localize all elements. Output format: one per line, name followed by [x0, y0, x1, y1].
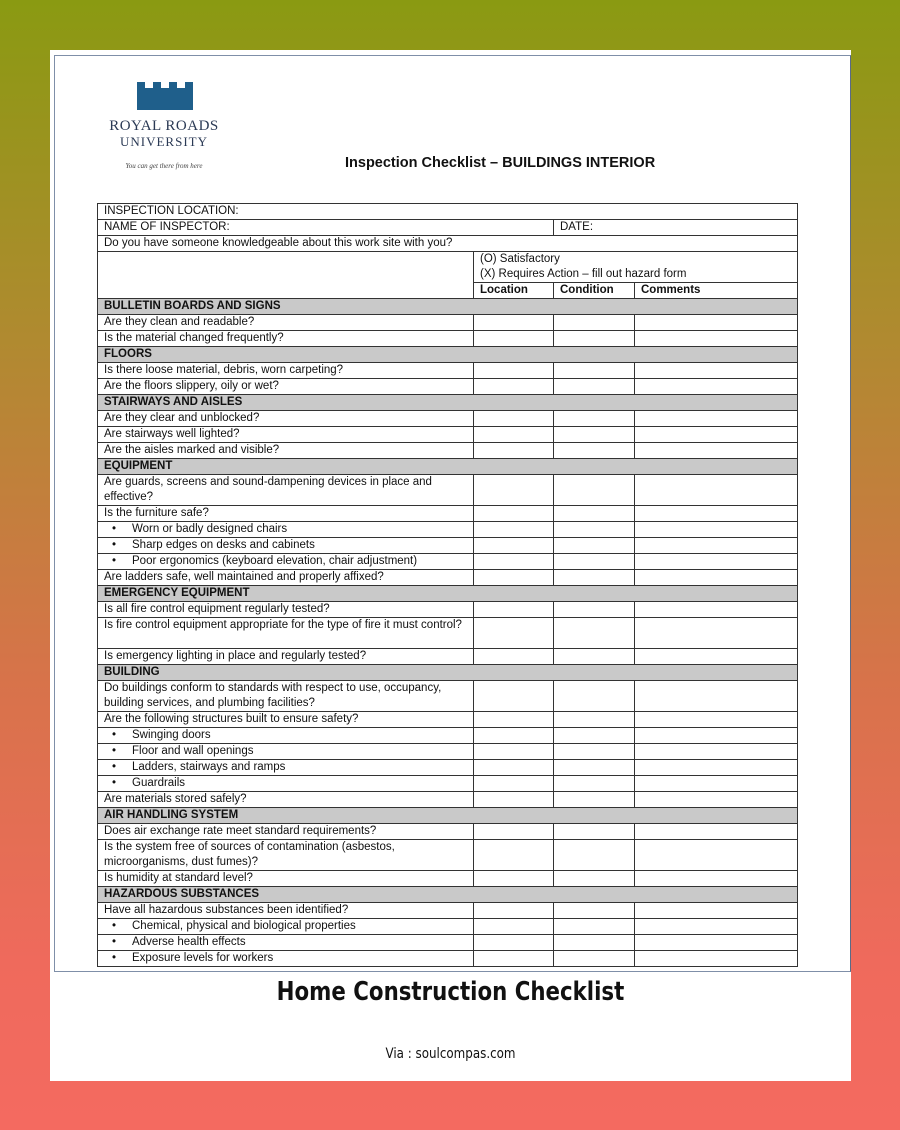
location-cell[interactable] — [474, 728, 554, 744]
checklist-item-row — [98, 919, 798, 935]
castle-icon — [137, 82, 193, 110]
question-text: Is all fire control equipment regularly tested? — [104, 603, 330, 615]
section-title: FLOORS — [98, 347, 798, 363]
location-cell[interactable] — [474, 315, 554, 331]
legend-satisfactory: (O) Satisfactory — [474, 252, 798, 268]
comments-cell[interactable] — [635, 411, 798, 427]
section-header-row — [98, 459, 798, 475]
section-header-row — [98, 665, 798, 681]
checklist-item-row — [98, 443, 798, 459]
checklist-question — [98, 951, 474, 967]
location-cell[interactable] — [474, 919, 554, 935]
checklist-question — [98, 379, 474, 395]
legend-blank-cell — [98, 252, 474, 299]
checklist-question — [98, 475, 474, 506]
checklist-question — [98, 538, 474, 554]
question-text: Ladders, stairways and ramps — [132, 761, 286, 773]
checklist-item-row — [98, 744, 798, 760]
question-text: Do buildings conform to standards with respect to use, occupancy, building services, and plumbing facilities? — [104, 682, 442, 709]
checklist-item-row — [98, 538, 798, 554]
condition-cell[interactable] — [554, 538, 635, 554]
condition-cell[interactable] — [554, 919, 635, 935]
location-cell[interactable] — [474, 792, 554, 808]
question-text: Is humidity at standard level? — [104, 872, 253, 884]
bullet-icon: • — [112, 777, 117, 789]
comments-cell[interactable] — [635, 570, 798, 586]
checklist-question — [98, 760, 474, 776]
location-cell[interactable] — [474, 776, 554, 792]
checklist-question — [98, 411, 474, 427]
checklist-question — [98, 776, 474, 792]
checklist-item-row — [98, 427, 798, 443]
section-title: BULLETIN BOARDS AND SIGNS — [98, 299, 798, 315]
condition-cell[interactable] — [554, 602, 635, 618]
comments-cell[interactable] — [635, 379, 798, 395]
checklist-item-row — [98, 570, 798, 586]
checklist-question — [98, 824, 474, 840]
condition-cell[interactable] — [554, 903, 635, 919]
question-text: Chemical, physical and biological properties — [132, 920, 356, 932]
comments-cell[interactable] — [635, 649, 798, 665]
legend-requires-action: (X) Requires Action – fill out hazard form — [474, 267, 798, 283]
inspector-row — [98, 220, 798, 236]
comments-cell[interactable] — [635, 554, 798, 570]
bullet-icon: • — [112, 936, 117, 948]
comments-cell[interactable] — [635, 315, 798, 331]
comments-cell[interactable] — [635, 443, 798, 459]
legend-row — [98, 252, 798, 268]
bullet-icon: • — [112, 523, 117, 535]
checklist-document — [54, 55, 851, 972]
question-text: Floor and wall openings — [132, 745, 254, 757]
caption-title: Home Construction Checklist — [276, 977, 625, 1007]
comments-cell[interactable] — [635, 824, 798, 840]
knowledgeable-question: Do you have someone knowledgeable about this work site with you? — [98, 236, 798, 252]
location-cell[interactable] — [474, 712, 554, 728]
condition-cell[interactable] — [554, 951, 635, 967]
question-text: Swinging doors — [132, 729, 211, 741]
location-cell[interactable] — [474, 475, 554, 506]
comments-cell[interactable] — [635, 538, 798, 554]
checklist-question — [98, 522, 474, 538]
logo-line-1: ROYAL ROADS — [109, 118, 219, 134]
location-cell[interactable] — [474, 744, 554, 760]
comments-cell[interactable] — [635, 935, 798, 951]
location-cell[interactable] — [474, 411, 554, 427]
location-cell[interactable] — [474, 554, 554, 570]
checklist-item-row — [98, 363, 798, 379]
section-header-row — [98, 347, 798, 363]
section-header-row — [98, 586, 798, 602]
condition-cell[interactable] — [554, 379, 635, 395]
checklist-question — [98, 681, 474, 712]
location-cell[interactable] — [474, 618, 554, 649]
checklist-question — [98, 728, 474, 744]
condition-cell[interactable] — [554, 840, 635, 871]
image-card — [50, 50, 851, 1081]
checklist-table — [97, 203, 798, 967]
question-text: Are the following structures built to ensure safety? — [104, 713, 359, 725]
checklist-question — [98, 712, 474, 728]
checklist-item-row — [98, 681, 798, 712]
comments-cell[interactable] — [635, 681, 798, 712]
checklist-item-row — [98, 315, 798, 331]
question-text: Have all hazardous substances been identified? — [104, 904, 349, 916]
checklist-question — [98, 427, 474, 443]
location-row — [98, 204, 798, 220]
checklist-item-row — [98, 840, 798, 871]
condition-cell[interactable] — [554, 411, 635, 427]
comments-cell[interactable] — [635, 427, 798, 443]
condition-cell[interactable] — [554, 649, 635, 665]
university-logo — [107, 82, 227, 177]
section-header-row — [98, 808, 798, 824]
question-text: Guardrails — [132, 777, 186, 789]
condition-cell[interactable] — [554, 728, 635, 744]
knowledgeable-row — [98, 236, 798, 252]
question-text: Adverse health effects — [132, 936, 246, 948]
location-cell[interactable] — [474, 871, 554, 887]
question-text: Is there loose material, debris, worn carpeting? — [104, 364, 344, 376]
location-cell[interactable] — [474, 506, 554, 522]
bullet-icon: • — [112, 539, 117, 551]
checklist-question — [98, 570, 474, 586]
inspection-location-field[interactable]: INSPECTION LOCATION: — [98, 204, 798, 220]
location-cell[interactable] — [474, 681, 554, 712]
location-cell[interactable] — [474, 427, 554, 443]
checklist-item-row — [98, 951, 798, 967]
checklist-question — [98, 554, 474, 570]
section-header-row — [98, 395, 798, 411]
question-text: Poor ergonomics (keyboard elevation, chair adjustment) — [132, 555, 418, 567]
section-title: BUILDING — [98, 665, 798, 681]
question-text: Is emergency lighting in place and regularly tested? — [104, 650, 367, 662]
checklist-item-row — [98, 475, 798, 506]
comments-cell[interactable] — [635, 522, 798, 538]
checklist-question — [98, 649, 474, 665]
checklist-question — [98, 331, 474, 347]
column-header-condition: Condition — [554, 283, 635, 299]
checklist-item-row — [98, 871, 798, 887]
question-text: Is fire control equipment appropriate for the type of fire it must control? — [104, 619, 462, 631]
bullet-icon: • — [112, 761, 117, 773]
condition-cell[interactable] — [554, 443, 635, 459]
question-text: Are they clean and readable? — [104, 316, 255, 328]
comments-cell[interactable] — [635, 760, 798, 776]
comments-cell[interactable] — [635, 618, 798, 649]
condition-cell[interactable] — [554, 824, 635, 840]
location-cell[interactable] — [474, 379, 554, 395]
condition-cell[interactable] — [554, 935, 635, 951]
comments-cell[interactable] — [635, 712, 798, 728]
condition-cell[interactable] — [554, 315, 635, 331]
comments-cell[interactable] — [635, 951, 798, 967]
comments-cell[interactable] — [635, 728, 798, 744]
condition-cell[interactable] — [554, 744, 635, 760]
checklist-item-row — [98, 618, 798, 649]
question-text: Worn or badly designed chairs — [132, 523, 288, 535]
location-cell[interactable] — [474, 935, 554, 951]
location-cell[interactable] — [474, 824, 554, 840]
checklist-question — [98, 871, 474, 887]
condition-cell[interactable] — [554, 760, 635, 776]
logo-line-2: UNIVERSITY — [120, 134, 208, 149]
checklist-question — [98, 792, 474, 808]
checklist-question — [98, 602, 474, 618]
checklist-item-row — [98, 935, 798, 951]
checklist-item-row — [98, 554, 798, 570]
location-cell[interactable] — [474, 951, 554, 967]
checklist-question — [98, 903, 474, 919]
question-text: Does air exchange rate meet standard requirements? — [104, 825, 377, 837]
checklist-item-row — [98, 379, 798, 395]
question-text: Are ladders safe, well maintained and properly affixed? — [104, 571, 384, 583]
checklist-item-row — [98, 903, 798, 919]
inspector-name-field[interactable]: NAME OF INSPECTOR: — [98, 220, 554, 236]
condition-cell[interactable] — [554, 475, 635, 506]
section-header-row — [98, 887, 798, 903]
location-cell[interactable] — [474, 840, 554, 871]
question-text: Is the furniture safe? — [104, 507, 209, 519]
location-cell[interactable] — [474, 522, 554, 538]
date-field[interactable]: DATE: — [554, 220, 798, 236]
checklist-item-row — [98, 776, 798, 792]
section-header-row — [98, 299, 798, 315]
bullet-icon: • — [112, 952, 117, 964]
condition-cell[interactable] — [554, 776, 635, 792]
location-cell[interactable] — [474, 760, 554, 776]
checklist-question — [98, 744, 474, 760]
comments-cell[interactable] — [635, 840, 798, 871]
section-title: HAZARDOUS SUBSTANCES — [98, 887, 798, 903]
checklist-item-row — [98, 411, 798, 427]
location-cell[interactable] — [474, 649, 554, 665]
section-title: EQUIPMENT — [98, 459, 798, 475]
condition-cell[interactable] — [554, 712, 635, 728]
bullet-icon: • — [112, 729, 117, 741]
location-cell[interactable] — [474, 602, 554, 618]
comments-cell[interactable] — [635, 792, 798, 808]
question-text: Are the floors slippery, oily or wet? — [104, 380, 279, 392]
condition-cell[interactable] — [554, 363, 635, 379]
checklist-question — [98, 363, 474, 379]
location-cell[interactable] — [474, 443, 554, 459]
bullet-icon: • — [112, 555, 117, 567]
bullet-icon: • — [112, 920, 117, 932]
checklist-item-row — [98, 712, 798, 728]
caption-source: Via : soulcompas.com — [385, 1046, 516, 1062]
question-text: Are guards, screens and sound-dampening devices in place and effective? — [104, 476, 432, 503]
checklist-question — [98, 315, 474, 331]
condition-cell[interactable] — [554, 506, 635, 522]
condition-cell[interactable] — [554, 871, 635, 887]
checklist-item-row — [98, 649, 798, 665]
checklist-item-row — [98, 522, 798, 538]
checklist-item-row — [98, 792, 798, 808]
checklist-item-row — [98, 602, 798, 618]
logo-tagline: You can get there from here — [125, 162, 203, 170]
checklist-question — [98, 506, 474, 522]
checklist-question — [98, 919, 474, 935]
comments-cell[interactable] — [635, 744, 798, 760]
section-title: EMERGENCY EQUIPMENT — [98, 586, 798, 602]
condition-cell[interactable] — [554, 792, 635, 808]
checklist-item-row — [98, 760, 798, 776]
question-text: Are the aisles marked and visible? — [104, 444, 280, 456]
question-text: Are stairways well lighted? — [104, 428, 240, 440]
question-text: Are materials stored safely? — [104, 793, 247, 805]
document-title: Inspection Checklist – BUILDINGS INTERIOR — [345, 155, 656, 171]
question-text: Is the system free of sources of contamination (asbestos, microorganisms, dust fumes)? — [104, 841, 395, 868]
question-text: Are they clear and unblocked? — [104, 412, 260, 424]
checklist-table-wrap — [97, 203, 797, 967]
question-text: Sharp edges on desks and cabinets — [132, 539, 315, 551]
checklist-question — [98, 935, 474, 951]
condition-cell[interactable] — [554, 522, 635, 538]
checklist-item-row — [98, 331, 798, 347]
checklist-item-row — [98, 728, 798, 744]
section-title: AIR HANDLING SYSTEM — [98, 808, 798, 824]
checklist-question — [98, 840, 474, 871]
location-cell[interactable] — [474, 570, 554, 586]
condition-cell[interactable] — [554, 570, 635, 586]
section-title: STAIRWAYS AND AISLES — [98, 395, 798, 411]
comments-cell[interactable] — [635, 475, 798, 506]
condition-cell[interactable] — [554, 427, 635, 443]
comments-cell[interactable] — [635, 363, 798, 379]
checklist-question — [98, 443, 474, 459]
location-cell[interactable] — [474, 331, 554, 347]
comments-cell[interactable] — [635, 506, 798, 522]
comments-cell[interactable] — [635, 776, 798, 792]
condition-cell[interactable] — [554, 681, 635, 712]
checklist-item-row — [98, 506, 798, 522]
location-cell[interactable] — [474, 538, 554, 554]
condition-cell[interactable] — [554, 554, 635, 570]
comments-cell[interactable] — [635, 331, 798, 347]
question-text: Is the material changed frequently? — [104, 332, 284, 344]
bullet-icon: • — [112, 745, 117, 757]
question-text: Exposure levels for workers — [132, 952, 274, 964]
comments-cell[interactable] — [635, 602, 798, 618]
comments-cell[interactable] — [635, 919, 798, 935]
checklist-question — [98, 618, 474, 649]
column-header-comments: Comments — [635, 283, 798, 299]
location-cell[interactable] — [474, 363, 554, 379]
comments-cell[interactable] — [635, 871, 798, 887]
column-header-location: Location — [474, 283, 554, 299]
condition-cell[interactable] — [554, 331, 635, 347]
checklist-item-row — [98, 824, 798, 840]
condition-cell[interactable] — [554, 618, 635, 649]
location-cell[interactable] — [474, 903, 554, 919]
comments-cell[interactable] — [635, 903, 798, 919]
